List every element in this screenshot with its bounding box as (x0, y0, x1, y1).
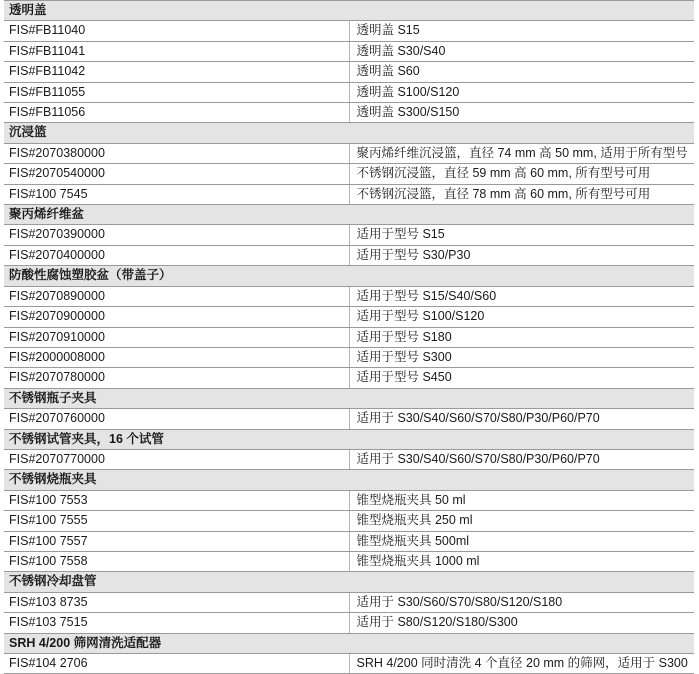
item-description: 适用于型号 S30/P30 (349, 245, 694, 265)
item-description: 聚丙烯纤维沉浸篮，直径 74 mm 高 50 mm, 适用于所有型号 (349, 143, 694, 163)
catalog-number: FIS#100 7555 (4, 511, 349, 531)
section-header-row (4, 388, 694, 408)
catalog-number: FIS#2070770000 (4, 449, 349, 469)
item-description: 不锈钢沉浸篮，直径 78 mm 高 60 mm, 所有型号可用 (349, 184, 694, 204)
item-description: 锥型烧瓶夹具 1000 ml (349, 551, 694, 571)
catalog-number: FIS#2070540000 (4, 164, 349, 184)
table-row (4, 409, 694, 429)
section-header-row (4, 470, 694, 490)
catalog-number: FIS#2070910000 (4, 327, 349, 347)
section-title: 聚丙烯纤维盆 (4, 205, 694, 225)
item-description: 透明盖 S60 (349, 62, 694, 82)
table-row (4, 511, 694, 531)
table-row (4, 184, 694, 204)
item-description: 适用于型号 S15/S40/S60 (349, 286, 694, 306)
table-row (4, 286, 694, 306)
item-description: 适用于型号 S450 (349, 368, 694, 388)
section-title: 沉浸篮 (4, 123, 694, 143)
catalog-number: FIS#104 2706 (4, 654, 349, 674)
table-row (4, 245, 694, 265)
item-description: 适用于 S80/S120/S180/S300 (349, 613, 694, 633)
catalog-number: FIS#103 7515 (4, 613, 349, 633)
table-row (4, 21, 694, 41)
table-row (4, 490, 694, 510)
accessories-table (4, 0, 694, 674)
item-description: SRH 4/200 同时清洗 4 个直径 20 mm 的筛网，适用于 S300 (349, 654, 694, 674)
table-row (4, 164, 694, 184)
table-row (4, 654, 694, 674)
item-description: 适用于型号 S100/S120 (349, 307, 694, 327)
catalog-number: FIS#FB11041 (4, 41, 349, 61)
table-row (4, 143, 694, 163)
accessories-table-body (4, 1, 694, 674)
catalog-number: FIS#FB11040 (4, 21, 349, 41)
table-row (4, 41, 694, 61)
catalog-number: FIS#FB11042 (4, 62, 349, 82)
item-description: 锥型烧瓶夹具 250 ml (349, 511, 694, 531)
catalog-number: FIS#FB11055 (4, 82, 349, 102)
section-title: 防酸性腐蚀塑胶盆（带盖子） (4, 266, 694, 286)
section-header-row (4, 429, 694, 449)
table-row (4, 307, 694, 327)
catalog-number: FIS#100 7557 (4, 531, 349, 551)
table-row (4, 82, 694, 102)
table-row (4, 449, 694, 469)
section-title: 不锈钢试管夹具，16 个试管 (4, 429, 694, 449)
catalog-number: FIS#2070900000 (4, 307, 349, 327)
item-description: 透明盖 S15 (349, 21, 694, 41)
item-description: 适用于型号 S15 (349, 225, 694, 245)
section-header-row (4, 633, 694, 653)
table-row (4, 592, 694, 612)
catalog-number: FIS#2070380000 (4, 143, 349, 163)
section-title: 不锈钢冷却盘管 (4, 572, 694, 592)
catalog-number: FIS#103 8735 (4, 592, 349, 612)
table-row (4, 103, 694, 123)
item-description: 锥型烧瓶夹具 500ml (349, 531, 694, 551)
item-description: 透明盖 S30/S40 (349, 41, 694, 61)
table-row (4, 347, 694, 367)
table-row (4, 62, 694, 82)
catalog-number: FIS#2070760000 (4, 409, 349, 429)
item-description: 适用于 S30/S40/S60/S70/S80/P30/P60/P70 (349, 449, 694, 469)
section-title: 不锈钢瓶子夹具 (4, 388, 694, 408)
table-row (4, 225, 694, 245)
section-header-row (4, 1, 694, 21)
table-row (4, 613, 694, 633)
section-title: 不锈钢烧瓶夹具 (4, 470, 694, 490)
item-description: 适用于 S30/S60/S70/S80/S120/S180 (349, 592, 694, 612)
catalog-number: FIS#100 7558 (4, 551, 349, 571)
item-description: 锥型烧瓶夹具 50 ml (349, 490, 694, 510)
catalog-number: FIS#2000008000 (4, 347, 349, 367)
table-row (4, 551, 694, 571)
section-title: 透明盖 (4, 1, 694, 21)
catalog-number: FIS#2070400000 (4, 245, 349, 265)
section-header-row (4, 266, 694, 286)
catalog-number: FIS#2070780000 (4, 368, 349, 388)
item-description: 不锈钢沉浸篮，直径 59 mm 高 60 mm, 所有型号可用 (349, 164, 694, 184)
catalog-number: FIS#100 7545 (4, 184, 349, 204)
section-title: SRH 4/200 筛网清洗适配器 (4, 633, 694, 653)
item-description: 适用于型号 S180 (349, 327, 694, 347)
table-row (4, 531, 694, 551)
item-description: 透明盖 S300/S150 (349, 103, 694, 123)
item-description: 适用于型号 S300 (349, 347, 694, 367)
section-header-row (4, 123, 694, 143)
section-header-row (4, 572, 694, 592)
item-description: 透明盖 S100/S120 (349, 82, 694, 102)
table-row (4, 368, 694, 388)
catalog-number: FIS#FB11056 (4, 103, 349, 123)
item-description: 适用于 S30/S40/S60/S70/S80/P30/P60/P70 (349, 409, 694, 429)
catalog-number: FIS#2070890000 (4, 286, 349, 306)
section-header-row (4, 205, 694, 225)
table-row (4, 327, 694, 347)
catalog-number: FIS#100 7553 (4, 490, 349, 510)
catalog-number: FIS#2070390000 (4, 225, 349, 245)
